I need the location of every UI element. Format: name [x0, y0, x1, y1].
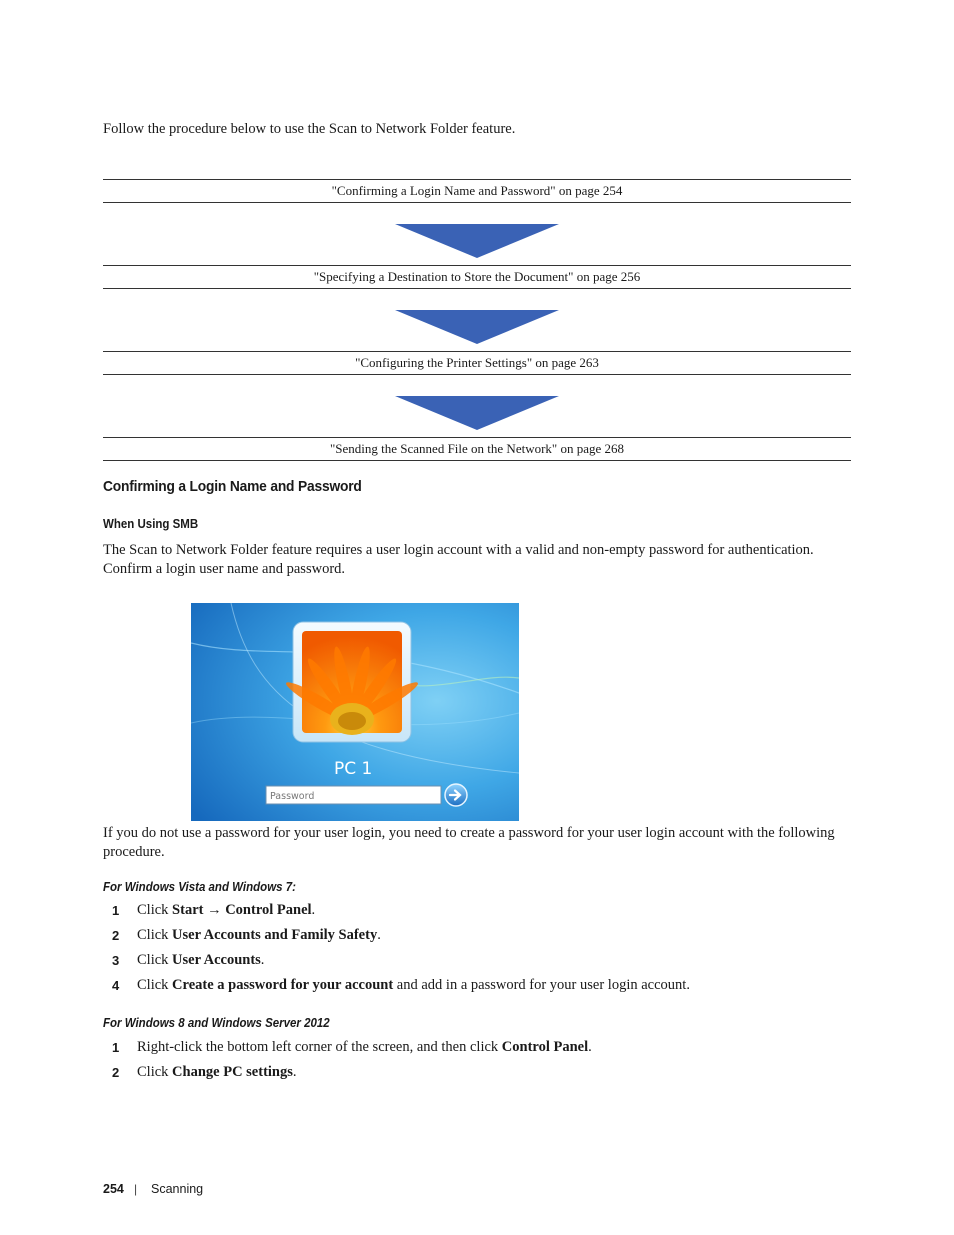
- win8-heading: For Windows 8 and Windows Server 2012: [103, 1016, 330, 1030]
- vista-step-2: Click User Accounts and Family Safety.: [137, 927, 381, 943]
- flow-step-2: "Specifying a Destination to Store the Document" on page 256: [103, 265, 851, 289]
- login-screen-image: [191, 603, 519, 821]
- win8-step-2: Click Change PC settings.: [137, 1064, 297, 1080]
- intro-paragraph: Follow the procedure below to use the Scan to Network Folder feature.: [103, 121, 516, 137]
- vista-step-3: Click User Accounts.: [137, 952, 265, 968]
- smb-paragraph: The Scan to Network Folder feature requires a user login account with a valid and non-empty password for authentication. Confirm a login user name and password.: [103, 542, 814, 577]
- vista-step-3-number: 3: [112, 953, 120, 968]
- win8-step-1: Right-click the bottom left corner of the screen, and then click Control Panel.: [137, 1039, 592, 1055]
- footer-separator: |: [134, 1182, 138, 1196]
- vista-step-4: Click Create a password for your account and add in a password for your user login account.: [137, 977, 690, 993]
- flow-arrow-down-icon: [395, 309, 559, 345]
- win8-step-1-number: 1: [112, 1040, 120, 1055]
- footer-section: Scanning: [151, 1182, 204, 1196]
- flow-step-3: "Configuring the Printer Settings" on page 263: [103, 351, 851, 375]
- password-paragraph: If you do not use a password for your user login, you need to create a password for your user login account with the following procedure.: [103, 825, 835, 860]
- flow-step-1: "Confirming a Login Name and Password" on page 254: [103, 179, 851, 203]
- login-screenshot: [191, 603, 519, 821]
- vista-step-1-number: 1: [112, 903, 120, 918]
- subsection-heading: When Using SMB: [103, 517, 199, 531]
- vista-step-2-number: 2: [112, 928, 120, 943]
- vista-step-1: Click Start → Control Panel.: [137, 902, 316, 918]
- win8-step-2-number: 2: [112, 1065, 120, 1080]
- page-number: 254: [103, 1182, 124, 1196]
- flow-arrow-down-icon: [395, 223, 559, 259]
- login-user-name: PC 1: [334, 759, 373, 779]
- vista-heading: For Windows Vista and Windows 7:: [103, 880, 296, 894]
- section-heading: Confirming a Login Name and Password: [103, 478, 362, 495]
- flow-step-4: "Sending the Scanned File on the Network" on page 268: [103, 437, 851, 461]
- vista-step-4-number: 4: [112, 978, 120, 993]
- flow-arrow-down-icon: [395, 395, 559, 431]
- password-placeholder: Password: [270, 791, 315, 802]
